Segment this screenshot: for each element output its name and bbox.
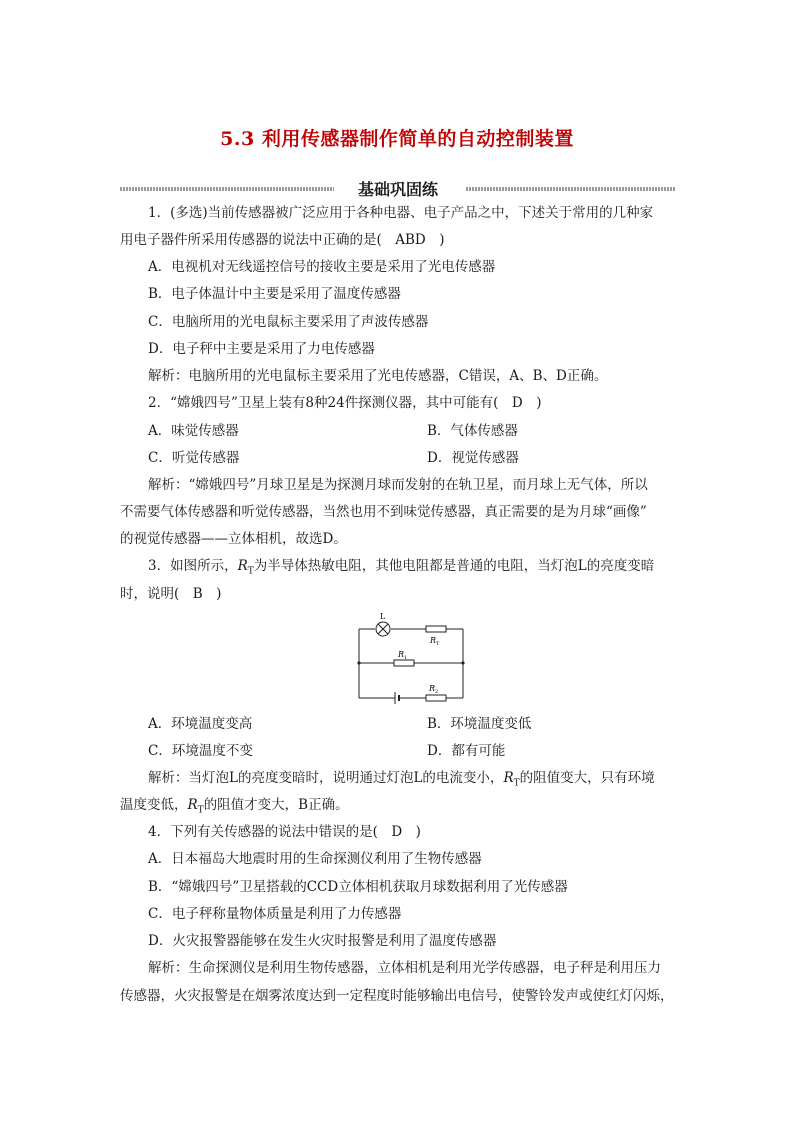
q3-option-d: D．都有可能 — [427, 743, 506, 759]
q2-option-b: B．气体传感器 — [427, 423, 518, 439]
section-title: 基础巩固练 — [357, 180, 438, 199]
q1-option-b: B．电子体温计中主要是采用了温度传感器 — [148, 286, 401, 302]
q1-option-c: C．电脑所用的光电鼠标主要采用了声波传感器 — [148, 314, 429, 330]
q3-analysis-line2: 温度变低，$R_T$的阻值才变大，B正确。 — [120, 797, 349, 816]
q2-analysis-line1: 解析：“嫦娥四号”月球卫星是为探测月球而发射的在轨卫星，而月球上无气体，所以 — [148, 477, 648, 493]
label-r1: $R_1$ — [398, 650, 408, 661]
q1-option-d: D．电子秤中主要是采用了力电传感器 — [148, 341, 375, 357]
q1-option-a: A．电视机对无线遥控信号的接收主要是采用了光电传感器 — [148, 259, 496, 275]
q4-option-c: C．电子秤称量物体质量是利用了力传感器 — [148, 906, 402, 922]
q3-analysis-line1: 解析：当灯泡L的亮度变暗时，说明通过灯泡L的电流变小，$R_T$的阻值变大，只有环境 — [148, 770, 655, 789]
section-header — [120, 177, 676, 201]
resistor-rt-icon — [426, 626, 446, 632]
q2-option-d: D．视觉传感器 — [427, 450, 519, 466]
battery-icon — [395, 692, 399, 704]
label-rt: $R_T$ — [430, 636, 440, 647]
page-title: 5.3 利用传感器制作简单的自动控制装置 — [220, 128, 574, 150]
q3-option-a: A．环境温度变高 — [148, 716, 253, 732]
q4-analysis-line2: 传感器，火灾报警是在烟雾浓度达到一定程度时能够输出电信号，使警铃发声或使红灯闪烁， — [120, 988, 674, 1004]
q2-analysis-line2: 不需要气体传感器和听觉传感器，当然也用不到味觉传感器，真正需要的是为月球“画像” — [120, 504, 647, 520]
q4-option-a: A．日本福岛大地震时用的生命探测仪利用了生物传感器 — [148, 851, 482, 867]
q3-stem-line1: 3．如图所示，$R_T$为半导体热敏电阻，其他电阻都是普通的电阻，当灯泡L的亮度变暗 — [148, 558, 655, 577]
q4-option-d: D．火灾报警器能够在发生火灾时报警是利用了温度传感器 — [148, 933, 497, 949]
label-lamp: L — [380, 612, 386, 621]
resistor-r2-icon — [426, 695, 446, 701]
section-rule-right — [466, 187, 676, 191]
q2-option-a: A．味觉传感器 — [148, 423, 239, 439]
q3-stem-line2: 时，说明( B ) — [120, 586, 222, 602]
q1-stem-line1: 1．(多选)当前传感器被广泛应用于各种电器、电子产品之中，下述关于常用的几种家 — [148, 205, 654, 221]
circuit-diagram — [354, 612, 468, 704]
q1-analysis: 解析：电脑所用的光电鼠标主要采用了光电传感器，C错误，A、B、D正确。 — [148, 368, 608, 384]
q4-option-b: B．“嫦娥四号”卫星搭载的CCD立体相机获取月球数据利用了光传感器 — [148, 879, 568, 895]
label-r2: $R_2$ — [429, 684, 439, 695]
q3-option-c: C．环境温度不变 — [148, 743, 253, 759]
q1-stem-line2: 用电子器件所采用传感器的说法中正确的是( ABD ) — [120, 232, 445, 248]
q4-stem: 4．下列有关传感器的说法中错误的是( D ) — [148, 824, 421, 840]
q2-analysis-line3: 的视觉传感器——立体相机，故选D。 — [120, 531, 347, 547]
q4-analysis-line1: 解析：生命探测仪是利用生物传感器，立体相机是利用光学传感器，电子秤是利用压力 — [148, 960, 661, 976]
q2-option-c: C．听觉传感器 — [148, 450, 240, 466]
q2-stem: 2．“嫦娥四号”卫星上装有8种24件探测仪器，其中可能有( D ) — [148, 395, 542, 411]
q3-option-b: B．环境温度变低 — [427, 716, 532, 732]
